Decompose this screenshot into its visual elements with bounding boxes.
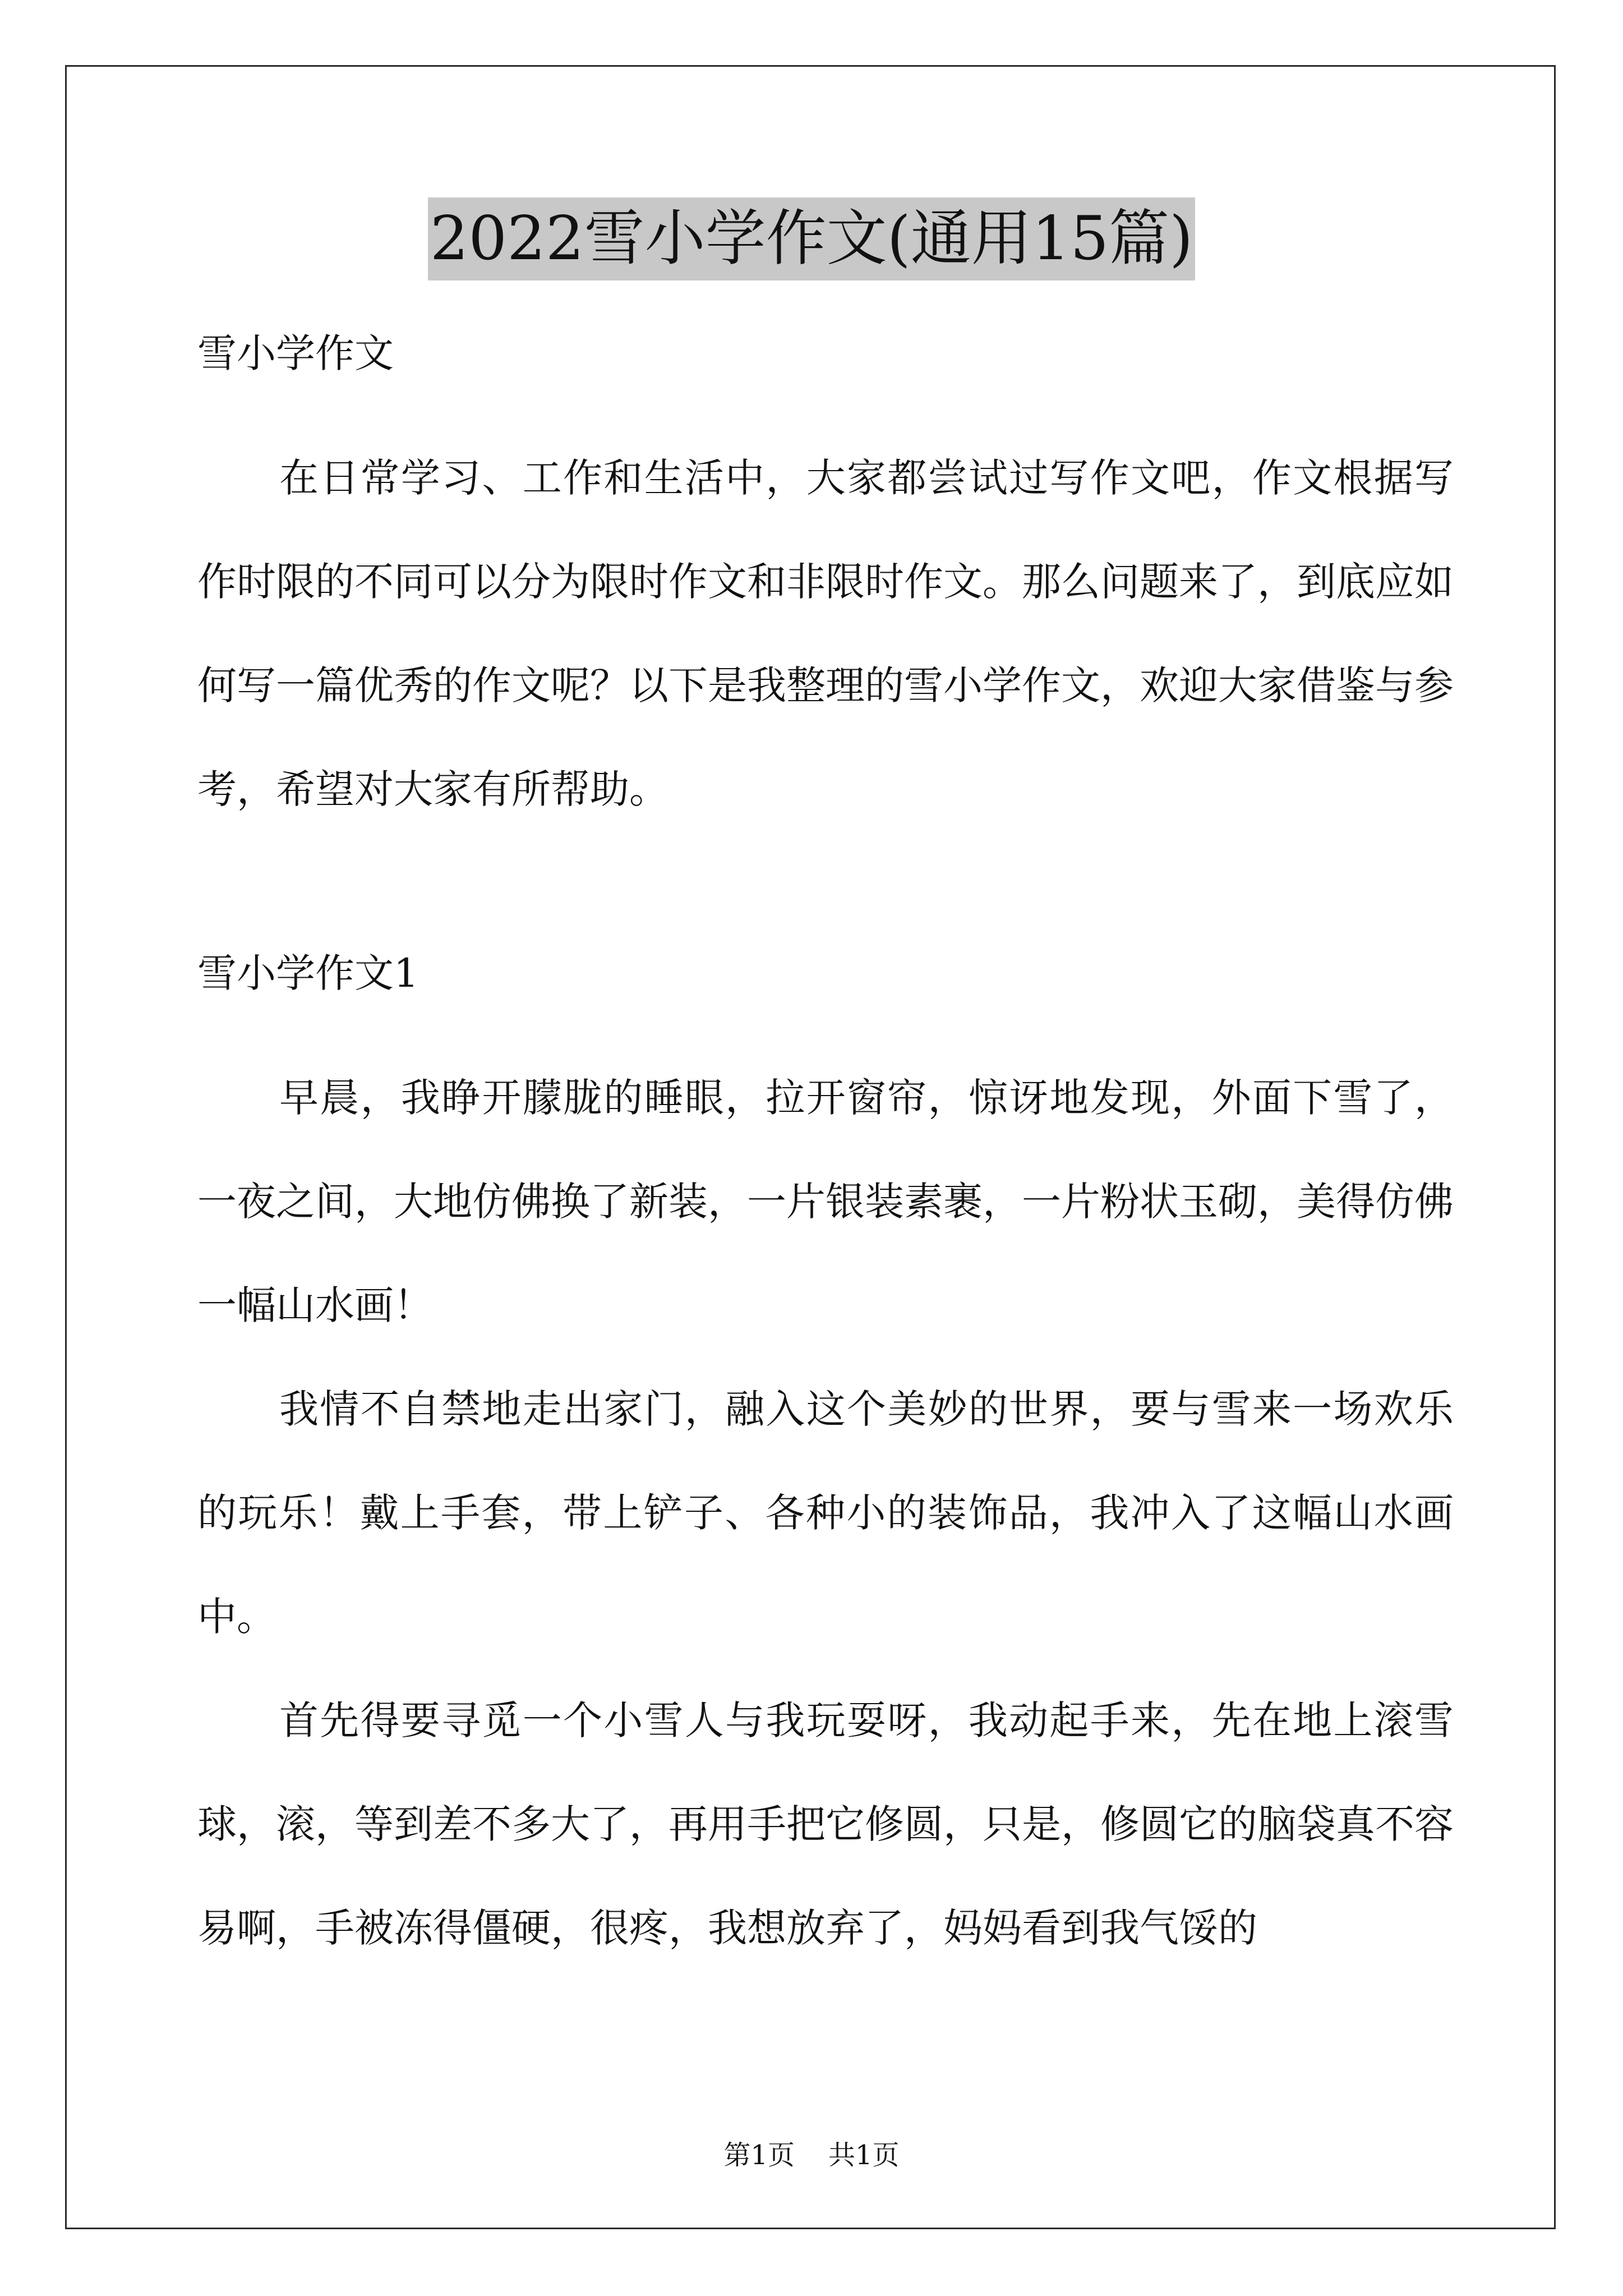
intro-heading: 雪小学作文 xyxy=(197,330,394,376)
spacer xyxy=(197,381,1454,426)
title-container xyxy=(0,197,1623,280)
document-title: 2022雪小学作文(通用15篇) xyxy=(428,197,1196,280)
page-total: 共1页 xyxy=(828,2139,900,2171)
essay1-heading: 雪小学作文1 xyxy=(197,950,419,996)
essay1-paragraph: 我情不自禁地走出家门，融入这个美妙的世界，要与雪来一场欢乐的玩乐！戴上手套，带上铲子、各种小的装饰品，我冲入了这幅山水画中。 xyxy=(197,1386,1454,1640)
essay1-paragraph: 首先得要寻觅一个小雪人与我玩耍呀，我动起手来，先在地上滚雪球，滚，等到差不多大了，再用手把它修圆，只是，修圆它的脑袋真不容易啊，手被冻得僵硬，很疼，我想放弃了，妈妈看到我气馁的 xyxy=(197,1697,1454,1951)
intro-paragraph: 在日常学习、工作和生活中，大家都尝试过写作文吧，作文根据写作时限的不同可以分为限时作文和非限时作文。那么问题来了，到底应如何写一篇优秀的作文呢？以下是我整理的雪小学作文，欢迎大家借鉴与参考，希望对大家有所帮助。 xyxy=(197,455,1454,812)
essay1-paragraph: 早晨，我睁开朦胧的睡眼，拉开窗帘，惊讶地发现，外面下雪了，一夜之间，大地仿佛换了新装，一片银装素裹，一片粉状玉砌，美得仿佛一幅山水画！ xyxy=(197,1075,1454,1328)
document-body xyxy=(197,325,1454,1980)
page-footer xyxy=(0,2138,1623,2172)
page-number: 第1页 xyxy=(723,2139,795,2171)
spacer xyxy=(197,1001,1454,1046)
spacer xyxy=(197,841,1454,945)
